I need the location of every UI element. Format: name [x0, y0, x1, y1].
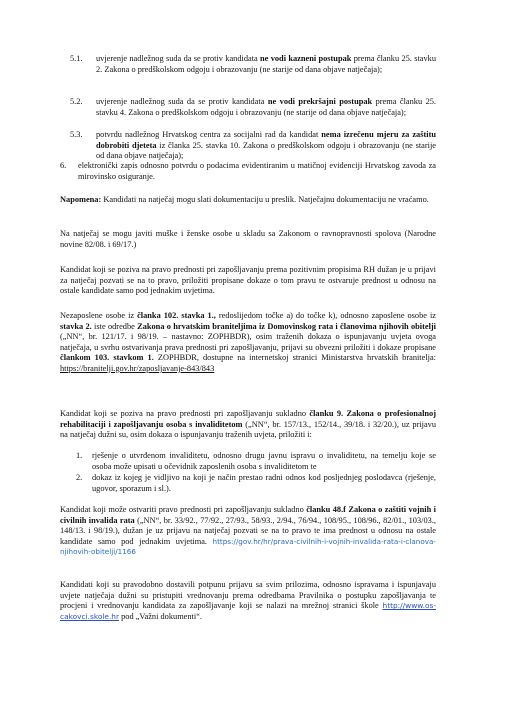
- list-item-5-3: [70, 130, 437, 162]
- equality-paragraph: Na natječaj se mogu javiti muške i ženske osobe u skladu sa Zakonom o ravnopravnosti spolova (Narodne novine 82/08. i 69/17.): [60, 229, 436, 249]
- bold-text: stavka 2.: [60, 321, 92, 331]
- text: iste odredbe: [91, 321, 138, 331]
- school-website-link[interactable]: http://www.os-cakovci.skole.hr: [60, 601, 436, 621]
- disability-list-item-1: [76, 451, 436, 472]
- text: („NN“, br. 157/13., 152/14., 39/18. i 32/20.), uz prijavu na natječaj dužni su, osim dokaza o ispunjavanju traženih uvjeta, priložiti i:: [60, 419, 436, 440]
- item-text: prema članku 25. stavku 4. Zakona o predškolskom odgoju i obrazovanju (ne starije od dana objave natječaja);: [96, 97, 436, 117]
- note-label: Napomena:: [60, 195, 102, 204]
- item-bold: nema izrečenu mjeru za zaštitu dobrobiti djeteta: [96, 130, 436, 150]
- item-text: prema članku 25. stavku 2. Zakona o predškolskom odgoju i obrazovanju (ne starije od dana objave natječaja);: [96, 54, 436, 74]
- evaluation-paragraph: [60, 580, 436, 622]
- list-item-5-2: [70, 97, 436, 118]
- text: Kandidati koji su pravodobno dostavili potpunu prijavu sa svim prilozima, odnosno ispravama i ispunjavaju uvjete natječaja dužni su pristupiti vrednovanju prema odredbama Pravilnika o postupku zapošljavanja te procjeni i vrednovanju kandidata za zapošljavanje koji se nalazi na mrežnoj stranici škole: [60, 580, 436, 611]
- item-text: uvjerenje nadležnog suda da se protiv kandidata: [96, 97, 268, 106]
- veterans-paragraph: [60, 311, 436, 375]
- item-number: 2.: [76, 473, 83, 482]
- note-text: Kandidati na natječaj mogu slati dokumentaciju u preslik. Natječajnu dokumentaciju ne vraćamo.: [101, 195, 429, 204]
- item-text: dokaz iz kojeg je vidljivo na koji je način prestao radni odnos kod posljednjeg poslodavca (rješenje, ugovor, sporazum i sl.).: [92, 473, 436, 493]
- text: pod „Važni dokumenti“.: [119, 611, 202, 621]
- text: („NN“, br. 121/17. i 98/19. – nastavno: ZOPHBDR), osim traženih dokaza o ispunjavanju uvjeta ovoga natječaja, u svrhu ostvarivanja prava prednosti pri zapošljavanju, prijavi su obvezni priložiti i dokaze propisane: [60, 332, 436, 352]
- disability-paragraph: [60, 409, 436, 441]
- text: redoslijedom točke a) do točke k), odnosno zaposlene osobe iz: [215, 311, 436, 320]
- bold-text: člankom 103. stavkom 1.: [60, 353, 154, 363]
- text: („NN“, br. 33/92., 77/92., 27/93., 58/93., 2/94., 76/94., 108/95., 108/96., 82/01., 103/03., 148/13. i 98/19.), dužan je uz prijavu na natječaj pozvati se na to pravo te ima prednost u odnosu na ostale kandidate samo pod jednakim uvjetima.: [60, 515, 436, 546]
- item-bold: ne vodi prekršajni postupak: [267, 97, 373, 106]
- item-number: 1.: [76, 451, 83, 460]
- item-text: elektronički zapis odnosno potvrdu o podacima evidentiranim u matičnoj evidenciji Hrvatskog zavoda za mirovinsko osiguranje.: [78, 161, 436, 181]
- bold-text: članka 102. stavka 1.,: [137, 311, 216, 320]
- bold-text: članku 48.f Zakona o zaštiti vojnih i civilnih invalida rata: [60, 505, 436, 525]
- item-text: iz članka 25. stavka 10. Zakona o predškolskom odgoju i obrazovanju (ne starije od dana objave natječaja);: [96, 140, 437, 161]
- note-paragraph: [60, 195, 436, 206]
- war-invalids-paragraph: [60, 505, 436, 558]
- item-text: uvjerenje nadležnog suda da se protiv kandidata: [96, 54, 261, 63]
- list-item-5-1: [70, 54, 436, 75]
- priority-paragraph: Kandidat koji se poziva na pravo prednosti pri zapošljavanju prema pozitivnim propisima RH dužan je u prijavi za natječaj pozvati se na to pravo, priložiti propisane dokaze o tom pravu te ostvaruje prednost u odnosu na ostale kandidate samo pod jednakim uvjetima.: [60, 265, 436, 296]
- bold-text: članku 9. Zakona o profesionalnoj rehabilitaciji i zapošljavanju osoba s invaliditetom: [60, 409, 436, 429]
- item-number: 5.1.: [70, 54, 83, 63]
- bold-text: Zakona o hrvatskim braniteljima iz Domovinskog rata i članovima njihovih obitelji: [137, 321, 436, 331]
- item-number: 6.: [60, 161, 67, 170]
- text: Kandidat koji može ostvariti pravo prednosti pri zapošljavanju sukladno: [60, 505, 307, 514]
- item-text: rješenje o utvrđenom invaliditetu, odnosno drugu javnu ispravu o invaliditetu, na temelju koje se osoba može upisati u očevidnik zaposlenih osoba s invaliditetom te: [92, 451, 436, 471]
- item-number: 5.3.: [70, 130, 83, 139]
- text: Kandidat koji se poziva na pravo prednosti pri zapošljavanju sukladno: [60, 409, 310, 418]
- war-invalids-link[interactable]: https://gov.hr/hr/prava-civilnih-i-vojnih-invalida-rata-i-clanova-njihovih-obitelji/1166: [60, 536, 436, 557]
- item-number: 5.2.: [70, 97, 83, 106]
- text: Nezaposlene osobe iz: [60, 311, 138, 320]
- text: ZOPHBDR, dostupne na internetskoj stranici Ministarstva hrvatskih branitelja:: [153, 353, 436, 363]
- list-item-6: [60, 161, 436, 182]
- disability-list-item-2: [76, 473, 436, 494]
- item-text: potvrdu nadležnog Hrvatskog centra za socijalni rad da kandidat: [96, 130, 322, 139]
- veterans-ministry-link[interactable]: https://branitelji.gov.hr/zaposljavanje-843/843: [60, 363, 215, 373]
- item-bold: ne vodi kazneni postupak: [260, 54, 352, 63]
